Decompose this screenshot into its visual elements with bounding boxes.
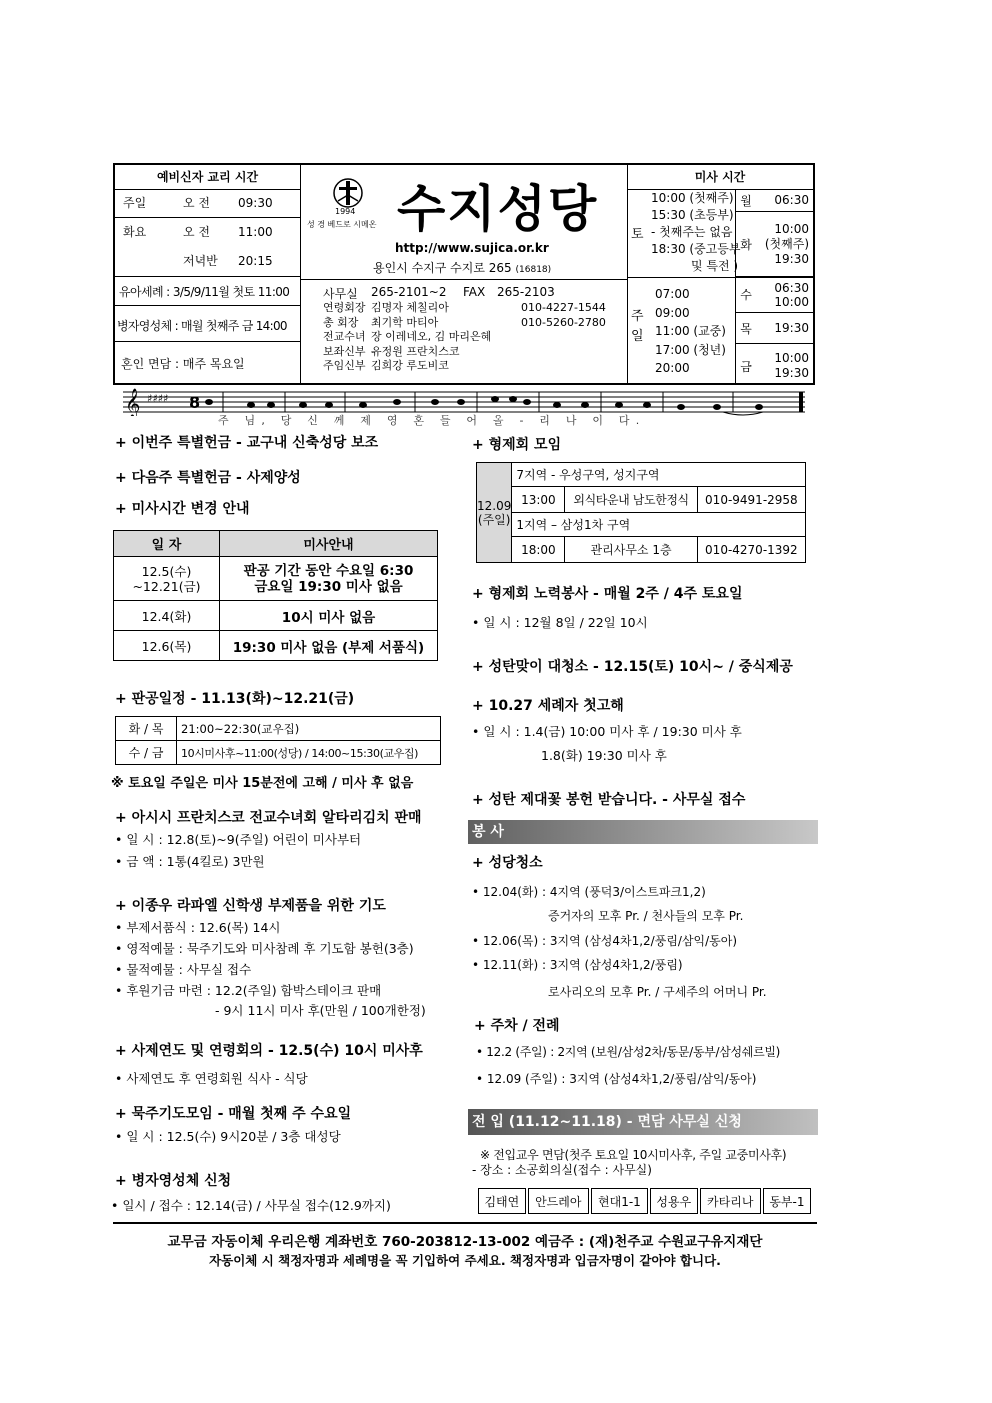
mass-time: 07:00 (655, 287, 690, 301)
baptized-confession-line: 1.8(화) 19:30 미사 후 (541, 748, 667, 763)
weekday-row (735, 189, 813, 212)
mass-time: 10:00 (774, 294, 809, 309)
region-cell: 7지역 - 우성구역, 성지구역 (512, 463, 806, 487)
staff-name: 김명자 체칠리아 (371, 301, 449, 314)
mass-time: 19:30 (774, 251, 809, 266)
saturday-label: 토 (631, 227, 644, 242)
phone-cell: 010-4270-1392 (697, 537, 805, 563)
mass-time: 15:30 (초등부) (651, 208, 734, 222)
weekday-time-group (757, 281, 813, 309)
service-section-bar: 봉 사 (468, 820, 818, 844)
date-cell: 12.09 (주일) (477, 463, 512, 563)
catechism-time: 09:30 (238, 196, 273, 210)
info-cell: 19:30 미사 없음 (부제 서품식) (220, 631, 438, 661)
parking-line: • 12.2 (주일) : 2지역 (보원/삼성2차/동문/동부/삼성쉐르빌) (476, 1045, 781, 1059)
info-cell: 판공 기간 동안 수요일 6:30 금요일 19:30 미사 없음 (220, 557, 438, 601)
place-cell: 외식타운내 남도한정식 (565, 487, 697, 513)
staff-list (323, 301, 606, 374)
sunday-label: 주일 (631, 309, 644, 344)
mass-title: 미사 시간 (694, 170, 746, 184)
mass-time: 10:00 (774, 221, 809, 236)
mass-time: 및 특전 ) (691, 259, 739, 273)
weekday-label: 월 (740, 193, 752, 208)
table-row (478, 1188, 811, 1214)
catechism-time: 20:15 (238, 254, 273, 268)
confession-note: ※ 토요일 주일은 미사 15분전에 고해 / 미사 후 없음 (111, 776, 414, 791)
staff-role: 전교수녀 (323, 330, 366, 343)
weekday-label: 목 (740, 321, 752, 336)
staff-name: 김희강 루도비코 (371, 359, 449, 372)
deacon-title: + 이종우 라파엘 신학생 부제품을 위한 기도 (115, 898, 386, 914)
date-cell: 12.5(수) ~12.21(금) (114, 557, 220, 601)
fax-label: FAX (463, 285, 486, 299)
mass-time: 10:00 (첫째주) (651, 191, 734, 205)
catechism-ampm: 오 전 (183, 196, 210, 210)
staff-row (323, 301, 606, 316)
staff-row (323, 316, 606, 331)
sick-communion-line: • 일시 / 접수 : 12.14(금) / 사무실 접수(12.9까지) (111, 1198, 391, 1213)
weekday-row (735, 313, 813, 344)
baptized-confession-title: + 10.27 세례자 첫고해 (472, 698, 624, 714)
address-text: 용인시 수지구 수지로 265 (373, 261, 512, 275)
catechism-rows (115, 189, 300, 277)
staff-role: 총 회장 (323, 315, 359, 329)
staff-role: 보좌신부 (323, 344, 366, 358)
requiem-line: • 사제연도 후 연령회원 식사 - 식당 (115, 1071, 308, 1086)
weekday-label: 화 (740, 237, 752, 252)
divider (300, 279, 627, 280)
transfer-note: ※ 전입교우 면담(첫주 토요일 10시미사후, 주일 교중미사후) (480, 1148, 787, 1162)
fax-number: 265-2103 (497, 285, 555, 299)
footer-account: 교무금 자동이체 우리은행 계좌번호 760-203812-13-002 예금주 : (재)천주교 수원교구유지재단 (167, 1234, 763, 1250)
catechism-ampm: 저녁반 (183, 254, 218, 268)
mass-time: (첫째주) (764, 236, 809, 251)
weekday-row (735, 277, 813, 313)
catechism-row (115, 189, 300, 218)
rosary-title: + 묵주기도모임 - 매월 첫째 주 수요일 (115, 1106, 352, 1122)
logo-year: 1994 (335, 207, 356, 216)
church-cleaning-line: 로사리오의 모후 Pr. / 구세주의 어머니 Pr. (548, 985, 767, 999)
table-row (477, 513, 806, 537)
saturday-times (651, 190, 740, 275)
christmas-flower-title: + 성탄 제대꽃 봉헌 받습니다. - 사무실 접수 (472, 792, 746, 808)
parking-title: + 주차 / 전례 (474, 1018, 560, 1034)
staff-phone: 010-5260-2780 (521, 315, 606, 329)
mass-time: 06:30 (774, 280, 809, 295)
time-cell: 10시미사후~11:00(성당) / 14:00~15:30(교우집) (177, 741, 441, 765)
christmas-cleaning-title: + 성탄맞이 대청소 - 12.15(토) 10시~ / 중식제공 (472, 659, 793, 675)
staff-name: 최기학 마티아 (371, 315, 439, 329)
mass-time: 06:30 (774, 193, 809, 207)
church-cleaning-line: • 12.11(화) : 3지역 (삼성4차1,2/풍림) (472, 958, 683, 972)
requiem-title: + 사제연도 및 연령회의 - 12.5(수) 10시 미사후 (115, 1043, 423, 1059)
mass-change-title: + 미사시간 변경 안내 (115, 501, 250, 517)
catechism-ampm: 오 전 (183, 225, 210, 239)
table-row (116, 741, 441, 765)
transfer-cell: 현대1-1 (591, 1188, 648, 1214)
weekday-row (735, 212, 813, 277)
logo-caption: 성 경 베드로 시메온 (307, 220, 377, 229)
mass-time: 10:00 (774, 351, 809, 365)
region-cell: 1지역 – 삼성1차 구역 (512, 513, 806, 537)
mass-time: 17:00 (청년) (655, 342, 726, 357)
deacon-line: • 후원기금 마련 : 12.2(주일) 함박스테이크 판매 (115, 983, 382, 998)
info-cell: 10시 미사 없음 (220, 601, 438, 631)
office-contact (323, 285, 555, 302)
table-row (114, 557, 438, 601)
sick-communion: 병자영성체 : 매월 첫째주 금 14:00 (117, 319, 287, 333)
church-cleaning-line: • 12.04(화) : 4지역 (풍덕3/이스트파크1,2) (472, 885, 706, 899)
mass-time: - 첫째주는 없음 (651, 225, 733, 239)
brother-service-line: • 일 시 : 12월 8일 / 22일 10시 (472, 615, 648, 630)
staff-role: 연령회장 (323, 301, 366, 314)
special-offering-next-week: + 다음주 특별헌금 - 사제양성 (115, 470, 301, 486)
confession-table (115, 716, 441, 765)
weekday-time-group (757, 222, 813, 267)
column-header: 미사안내 (220, 531, 438, 557)
catechism-day: 화요 (123, 225, 147, 239)
confession-title: + 판공일정 - 11.13(화)~12.21(금) (115, 691, 355, 707)
church-name: 수지성당 (397, 180, 599, 238)
header-box (113, 163, 815, 385)
staff-row (323, 345, 606, 360)
time-cell: 13:00 (512, 487, 565, 513)
mass-change-table (113, 530, 438, 661)
marriage-consult: 혼인 면담 : 매주 목요일 (121, 357, 245, 371)
infant-baptism: 유아세례 : 3/5/9/11월 첫토 11:00 (119, 285, 290, 299)
brother-meeting-table (476, 462, 806, 563)
time-cell: 21:00~22:30(교우집) (177, 717, 441, 741)
table-row (477, 463, 806, 487)
table-header-row (114, 531, 438, 557)
table-row (477, 537, 806, 563)
catechism-day: 주일 (123, 196, 147, 210)
mass-time: 19:30 (774, 321, 809, 335)
brother-meeting-title: + 형제회 모임 (472, 437, 562, 453)
kimchi-line: • 금 액 : 1통(4킬로) 3만원 (115, 854, 265, 869)
day-cell: 화 / 목 (116, 717, 177, 741)
church-cleaning-line: • 12.06(목) : 3지역 (삼성4차1,2/풍림/삼익/동아) (472, 934, 738, 948)
deacon-line: - 9시 11시 미사 후(만원 / 100개한정) (215, 1003, 426, 1018)
kimchi-line: • 일 시 : 12.8(토)~9(주일) 어린이 미사부터 (115, 832, 362, 847)
catechism-row (115, 246, 300, 277)
weekday-time-group (757, 351, 813, 381)
kimchi-title: + 아시시 프란치스코 전교수녀회 알타리김치 판매 (115, 810, 422, 826)
catechism-day (115, 246, 183, 276)
parking-line: • 12.09 (주일) : 3지역 (삼성4차1,2/풍림/삼익/동아) (476, 1072, 757, 1086)
place-cell: 관리사무소 1층 (565, 537, 697, 563)
transfer-cell: 카타리나 (700, 1188, 761, 1214)
sunday-times (655, 285, 726, 378)
table-row (114, 631, 438, 661)
music-lyrics: 주 님, 당 신 께 제 영 혼 들 어 올 - 리 나 이 다. (218, 414, 646, 427)
music-staff (123, 386, 808, 430)
mass-time: 19:30 (774, 366, 809, 380)
mass-time: 09:00 (655, 305, 690, 320)
transfer-table (476, 1186, 813, 1216)
divider (115, 305, 300, 306)
staff-name: 장 이레네오, 김 마리은혜 (371, 330, 492, 343)
zip-code: (16818) (515, 265, 552, 275)
transfer-place: - 장소 : 소공회의실(접수 : 사무실) (472, 1163, 652, 1177)
svg-text:8: 8 (189, 393, 201, 412)
staff-role: 주임신부 (323, 359, 366, 372)
church-url[interactable]: http://www.sujica.or.kr (395, 241, 549, 255)
transfer-cell: 김태연 (478, 1188, 526, 1214)
deacon-line: • 부제서품식 : 12.6(목) 14시 (115, 920, 281, 935)
baptized-confession-line: • 일 시 : 1.4(금) 10:00 미사 후 / 19:30 미사 후 (472, 724, 742, 739)
mass-time: 18:30 (중고등부 (651, 242, 741, 256)
catechism-row (115, 218, 300, 246)
svg-text:𝄞: 𝄞 (125, 389, 141, 416)
column-header: 일 자 (114, 531, 220, 557)
church-address (373, 259, 551, 276)
table-row (114, 601, 438, 631)
office-phone: 265-2101~2 (371, 285, 447, 299)
weekday-row (735, 344, 813, 388)
rosary-line: • 일 시 : 12.5(수) 9시20분 / 3층 대성당 (115, 1129, 341, 1144)
svg-text:♯♯♯♯: ♯♯♯♯ (147, 392, 169, 405)
catechism-time: 11:00 (238, 225, 273, 239)
footer-divider (113, 1222, 817, 1224)
transfer-cell: 성용우 (650, 1188, 698, 1214)
staff-name: 유정원 프란치스코 (371, 344, 460, 358)
time-cell: 18:00 (512, 537, 565, 563)
table-row (477, 487, 806, 513)
date-cell: 12.4(화) (114, 601, 220, 631)
church-cleaning-title: + 성당청소 (472, 855, 543, 871)
mass-time: 11:00 (교중) (655, 324, 726, 338)
transfer-cell: 안드레아 (528, 1188, 589, 1214)
divider (300, 165, 301, 383)
phone-cell: 010-9491-2958 (697, 487, 805, 513)
brother-service-title: + 형제회 노력봉사 - 매월 2주 / 4주 토요일 (472, 586, 743, 602)
divider (115, 341, 300, 342)
staff-phone: 010-4227-1544 (521, 301, 606, 314)
divider (627, 165, 628, 383)
mass-time: 20:00 (655, 361, 690, 375)
office-label: 사무실 (323, 287, 358, 301)
staff-row (323, 330, 606, 345)
transfer-section-bar: 전 입 (11.12~11.18) - 면담 사무실 신청 (468, 1109, 818, 1135)
table-row (116, 717, 441, 741)
date-cell: 12.6(목) (114, 631, 220, 661)
special-offering-this-week: + 이번주 특별헌금 - 교구내 신축성당 보조 (115, 435, 379, 451)
staff-row (323, 359, 606, 374)
church-cleaning-line: 증거자의 모후 Pr. / 천사들의 모후 Pr. (548, 909, 744, 923)
transfer-cell: 동부-1 (763, 1188, 811, 1214)
weekday-label: 금 (740, 359, 752, 374)
deacon-line: • 물적예물 : 사무실 접수 (115, 962, 252, 977)
footer-note: 자동이체 시 책정자명과 세례명을 꼭 기입하여 주세요. 책정자명과 입금자명이 같아야 합니다. (209, 1253, 721, 1268)
weekday-times (735, 189, 813, 388)
catechism-title: 예비신자 교리 시간 (115, 165, 300, 190)
weekday-label: 수 (740, 288, 752, 302)
deacon-line: • 영적예물 : 묵주기도와 미사참례 후 기도함 봉헌(3층) (115, 941, 414, 956)
day-cell: 수 / 금 (116, 741, 177, 765)
sick-communion-title: + 병자영성체 신청 (115, 1173, 232, 1189)
